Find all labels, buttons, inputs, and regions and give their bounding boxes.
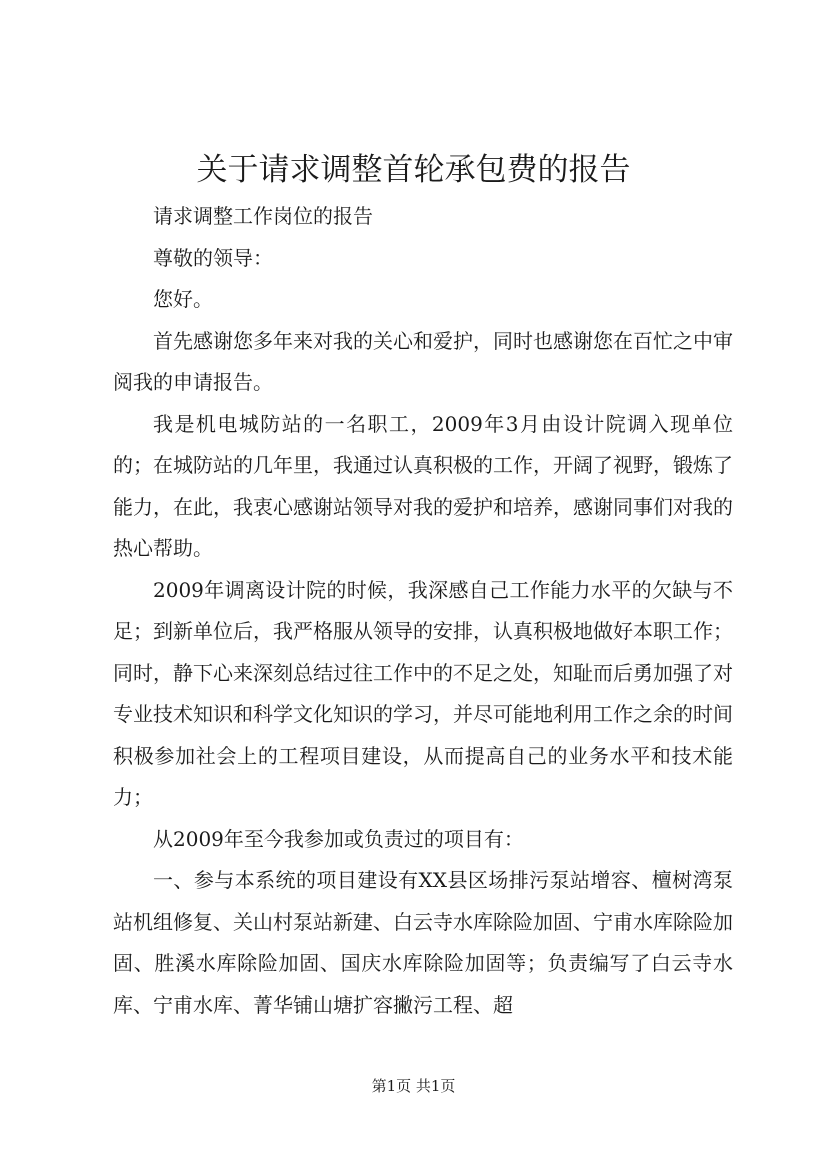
document-body	[113, 196, 733, 1026]
paragraph-projects-intro: 从2009年至今我参加或负责过的项目有：	[153, 826, 524, 851]
paragraph-greeting: 您好。	[153, 287, 213, 311]
paragraph-salutation: 尊敬的领导：	[153, 245, 273, 270]
paragraph-thanks: 首先感谢您多年来对我的关心和爱护，同时也感谢您在百忙之中审阅我的申请报告。	[113, 328, 733, 394]
paragraph-projects-list: 一、参与本系统的项目建设有XX县区场排污泵站增容、檀树湾泵站机组修复、关山村泵站新建、白云寺水库除险加固、宁甫水库除险加固、胜溪水库除险加固、国庆水库除险加固等；负责编写了白云寺水库、宁甫水库、菁华铺山塘扩容撇污工程、超	[113, 868, 733, 1017]
document-title: 关于请求调整首轮承包费的报告	[196, 152, 631, 188]
paragraph-subtitle: 请求调整工作岗位的报告	[153, 204, 373, 228]
paragraph-background: 我是机电城防站的一名职工，2009年3月由设计院调入现单位的；在城防站的几年里，我通过认真积极的工作，开阔了视野，锻炼了能力，在此，我衷心感谢站领导对我的爱护和培养，感谢同事们对我的热心帮助。	[113, 411, 733, 560]
page-footer: 第1页 共1页	[371, 1077, 456, 1095]
paragraph-self-improvement: 2009年调离设计院的时候，我深感自己工作能力水平的欠缺与不足；到新单位后，我严格服从领导的安排，认真积极地做好本职工作；同时，静下心来深刻总结过往工作中的不足之处，知耻而后勇加强了对专业技术知识和科学文化知识的学习，并尽可能地利用工作之余的时间积极参加社会上的工程项目建设，从而提高自己的业务水平和技术能力；	[113, 577, 733, 809]
